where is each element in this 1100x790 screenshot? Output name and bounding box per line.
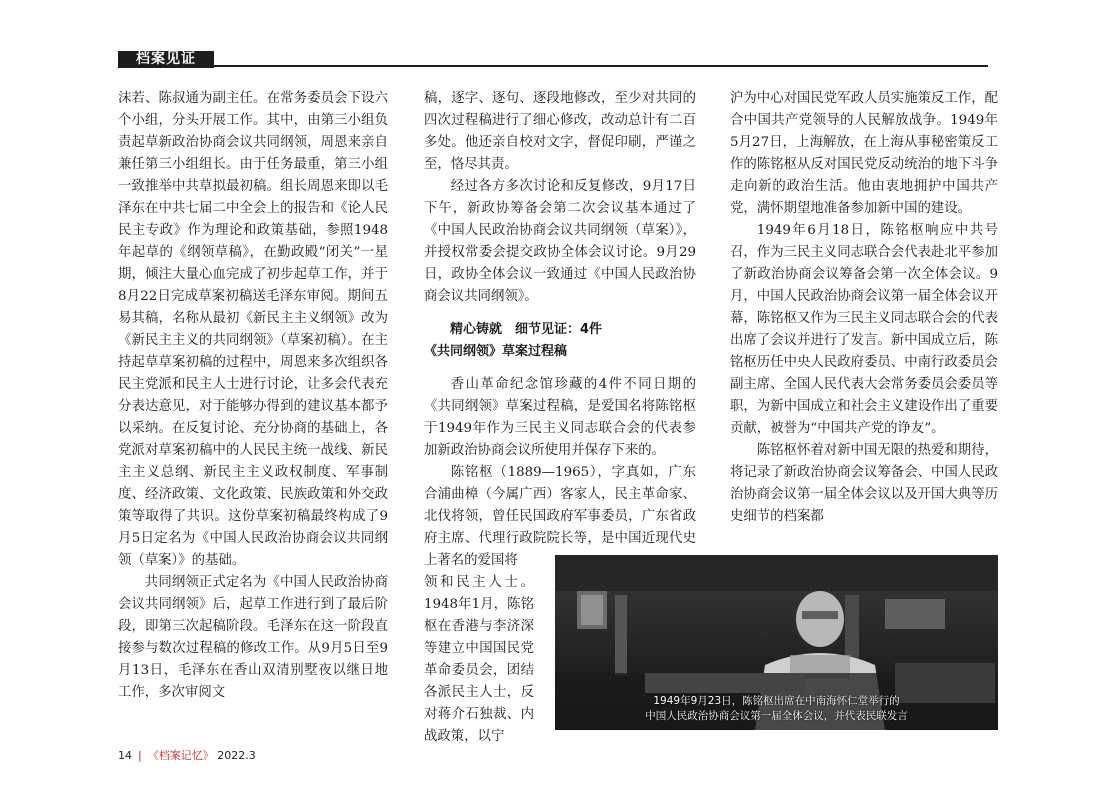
header-rule [214, 65, 988, 67]
photo-caption [555, 694, 998, 724]
paragraph: 1949年6月18日，陈铭枢响应中共号召，作为三民主义同志联合会代表赴北平参加了新政治协商会议筹备会第一次全体会议。9月，中国人民政治协商会议第一届全体会议开幕，陈铭枢又作为三民主义同志联合会的代表出席了会议并进行了发言。新中国成立后，陈铭枢历任中央人民政府委员、中南行政委员会副主席、全国人民代表大会常务委员会委员等职，为新中国成立和社会主义建设作出了重要贡献，被誉为“中国共产党的诤友”。 [730, 223, 998, 436]
magazine-title: 《档案记忆》 [147, 749, 214, 762]
paragraph: 陈铭枢怀着对新中国无限的热爱和期待，将记录了新政治协商会议筹备会、中国人民政治协商会议第一届全体会议以及开国大典等历史细节的档案都 [730, 443, 998, 524]
historical-photo [555, 555, 998, 730]
paragraph: 领和民主人士。1948年1月，陈铭枢在香港与李济深等建立中国国民党革命委员会，团结各派民主人士，反对蒋介石独裁、内战政策，以宁 [424, 575, 534, 744]
section-label: 档案见证 [118, 51, 214, 68]
page-footer [118, 747, 256, 763]
paragraph: 稿，逐字、逐句、逐段地修改，至少对共同的四次过程稿进行了细心修改，改动总计有二百多处。他还亲自校对文字，督促印刷，严谨之至，恪尽其责。 [424, 91, 696, 172]
caption-line: 中国人民政治协商会议第一届全体会议，并代表民联发言 [645, 710, 908, 722]
text-column-3 [730, 88, 998, 528]
footer-separator: | [138, 749, 142, 762]
paragraph: 共同纲领正式定名为《中国人民政治协商会议共同纲领》后，起草工作进行到了最后阶段，即第三次起稿阶段。毛泽东在这一阶段直接参与数次过程稿的修改工作。从9月5日至9月13日，毛泽东在香山双清别墅夜以继日地工作，多次审阅文 [118, 575, 388, 700]
subheading: 精心铸就 细节见证：4件 [450, 322, 603, 337]
paragraph: 沫若、陈叔通为副主任。在常务委员会下设六个小组，分头开展工作。其中，由第三小组负责起草新政治协商会议共同纲领，周恩来亲自兼任第三小组组长。由于任务最重，第三小组一致推举中共草拟最初稿。组长周恩来即以毛泽东在中共七届二中全会上的报告和《论人民民主专政》作为理论和政策基础，参照1948年起草的《纲领草稿》，在勤政殿“闭关”一星期，倾注大量心血完成了初步起草工作，并于8月22日完成草案初稿送毛泽东审阅。期间五易其稿，名称从最初《新民主主义纲领》改为《新民主主义的共同纲领》（草案初稿）。在主持起草草案初稿的过程中，周恩来多次组织各民主党派和民主人士进行讨论，让多会代表充分表达意见，对于能够办得到的建议基本都予以采纳。在反复讨论、充分协商的基础上，各党派对草案初稿中的人民民主统一战线、新民主主义总纲、新民主主义政权制度、军事制度、经济政策、文化政策、民族政策和外交政策等取得了共识。这份草案初稿最终构成了9月5日定名为《中国人民政治协商会议共同纲领（草案）》的基础。 [118, 91, 388, 568]
caption-line: 1949年9月23日，陈铭枢出席在中南海怀仁堂举行的 [653, 695, 900, 707]
paragraph: 沪为中心对国民党军政人员实施策反工作，配合中国共产党领导的人民解放战争。1949年5月27日，上海解放，在上海从事秘密策反工作的陈铭枢从反对国民党反动统治的地下斗争走向新的政治生活。他由衷地拥护中国共产党，满怀期望地准备参加新中国的建设。 [730, 91, 998, 216]
subheading: 《共同纲领》草案过程稿 [424, 344, 568, 359]
paragraph: 经过各方多次讨论和反复修改，9月17日下午，新政协筹备会第二次会议基本通过了《中国人民政治协商会议共同纲领（草案）》，并授权常委会提交政协全体会议讨论。9月29日，政协全体会议一致通过《中国人民政治协商会议共同纲领》。 [424, 179, 696, 304]
text-column-1 [118, 88, 388, 704]
paragraph: 陈铭枢（1889—1965），字真如，广东合浦曲樟（今属广西）客家人，民主革命家、北伐将领，曾任民国政府军事委员，广东省政府主席、代理行政院院长等，是中国近现代史上著名的爱国将 [424, 465, 696, 568]
page-number: 14 [118, 749, 132, 762]
paragraph: 香山革命纪念馆珍藏的4件不同日期的《共同纲领》草案过程稿，是爱国名将陈铭枢于1949年作为三民主义同志联合会的代表参加新政治协商会议所使用并保存下来的。 [424, 377, 696, 458]
issue-number: 2022.3 [217, 749, 256, 762]
page-header [118, 40, 988, 68]
